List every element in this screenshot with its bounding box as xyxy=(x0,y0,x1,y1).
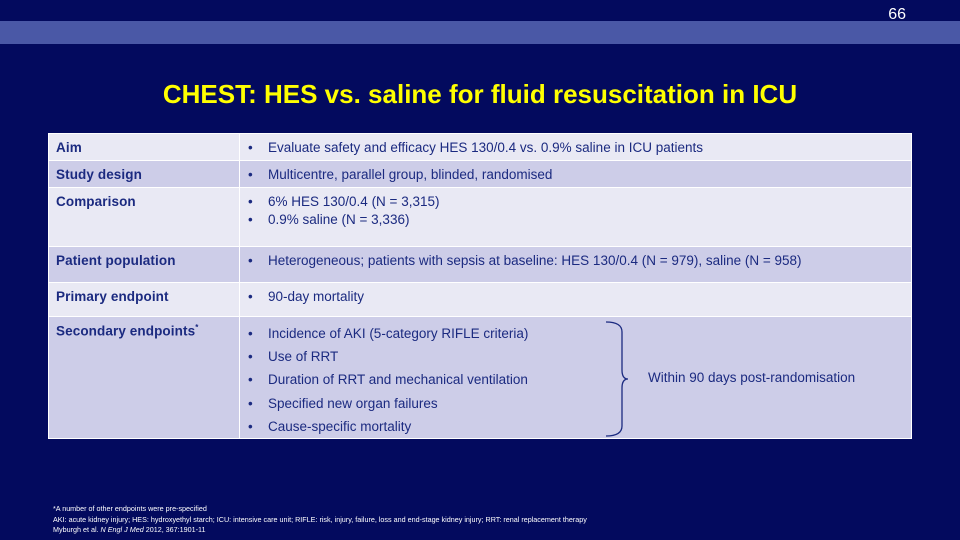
row-content xyxy=(240,247,912,283)
header-band xyxy=(0,21,960,44)
ref-authors: Myburgh et al. xyxy=(53,525,101,534)
footnote-line: *A number of other endpoints were pre-specified xyxy=(53,504,207,513)
list-item: • Use of RRT xyxy=(246,345,903,368)
reference-line xyxy=(53,525,587,536)
row-content xyxy=(240,134,912,161)
list-item: • Cause-specific mortality xyxy=(246,415,903,438)
row-label: Study design xyxy=(49,161,240,188)
list-item: • Heterogeneous; patients with sepsis at baseline: HES 130/0.4 (N = 979), saline (N = 958) xyxy=(246,252,903,270)
list-item: • Duration of RRT and mechanical ventilation xyxy=(246,368,903,391)
row-content xyxy=(240,188,912,247)
list-item: • Evaluate safety and efficacy HES 130/0.4 vs. 0.9% saline in ICU patients xyxy=(246,139,903,157)
row-label: Aim xyxy=(49,134,240,161)
list-item: • Specified new organ failures xyxy=(246,392,903,415)
row-label: Comparison xyxy=(49,188,240,247)
row-label-text: Secondary endpoints xyxy=(56,323,196,339)
footnotes xyxy=(53,504,587,536)
ref-details: 2012, 367:1901-11 xyxy=(143,525,206,534)
row-label xyxy=(49,317,240,439)
list-item: • 0.9% saline (N = 3,336) xyxy=(246,211,903,229)
row-content xyxy=(240,283,912,317)
list-item: • Incidence of AKI (5-category RIFLE criteria) xyxy=(246,322,903,345)
curly-brace-icon xyxy=(604,320,628,438)
row-label: Patient population xyxy=(49,247,240,283)
abbreviations-line: AKI: acute kidney injury; HES: hydroxyethyl starch; ICU: intensive care unit; RIFLE: risk, injury, failure, loss and end-stage kidney injury; RRT: renal replacement therapy xyxy=(53,514,587,524)
table-row xyxy=(49,188,912,247)
ref-journal: N Engl J Med xyxy=(100,525,144,534)
table-row xyxy=(49,161,912,188)
table-row xyxy=(49,283,912,317)
table-row xyxy=(49,134,912,161)
row-content xyxy=(240,161,912,188)
secondary-endpoints-timeframe: Within 90 days post-randomisation xyxy=(648,370,856,385)
study-table xyxy=(48,133,912,439)
list-item: • 90-day mortality xyxy=(246,288,903,306)
list-item: • 6% HES 130/0.4 (N = 3,315) xyxy=(246,193,903,211)
list-item: • Multicentre, parallel group, blinded, randomised xyxy=(246,166,903,184)
row-label: Primary endpoint xyxy=(49,283,240,317)
slide-title: CHEST: HES vs. saline for fluid resuscitation in ICU xyxy=(162,79,798,109)
footnote-marker: * xyxy=(195,323,199,332)
page-number: 66 xyxy=(888,6,906,23)
table-row xyxy=(49,247,912,283)
